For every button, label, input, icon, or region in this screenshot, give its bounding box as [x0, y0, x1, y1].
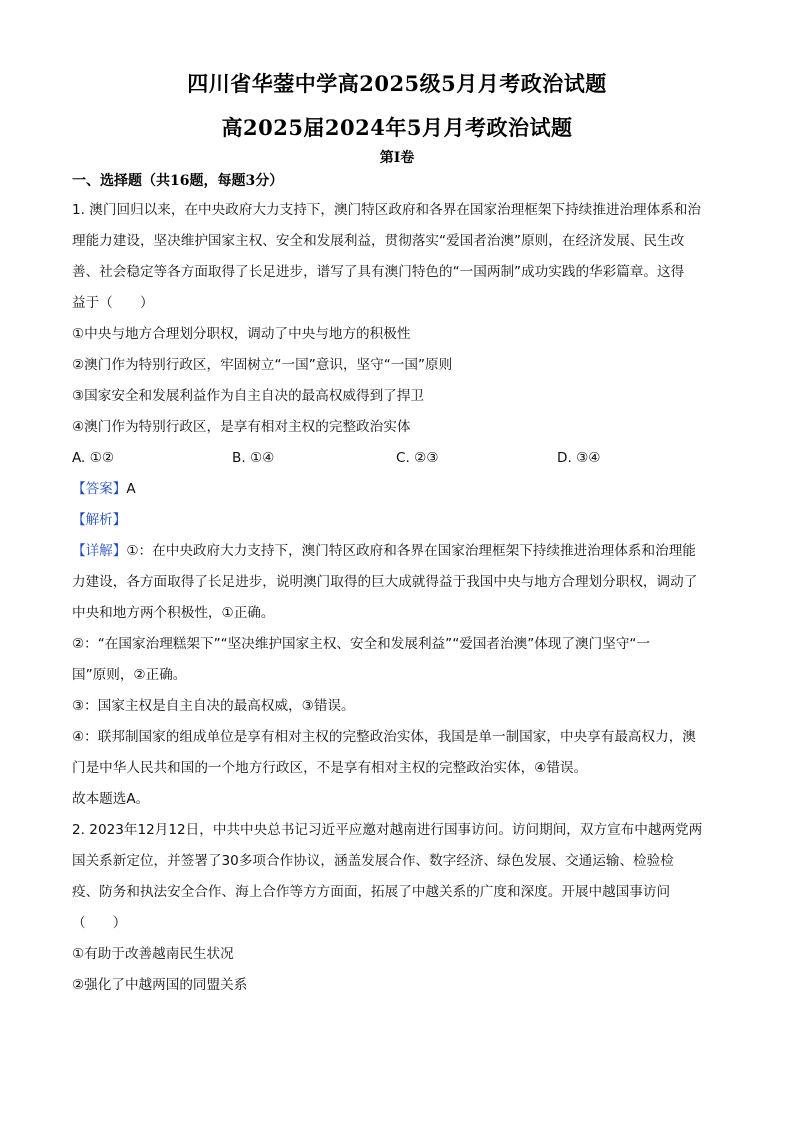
q1-statement: ②澳门作为特别行政区，牢固树立“一国”意识，坚守“一国”原则	[72, 357, 453, 373]
q1-statement: ③国家安全和发展利益作为自主自决的最高权威得到了捍卫	[72, 388, 425, 404]
q1-detail-line: ④：联邦制国家的组成单位是享有相对主权的完整政治实体，我国是单一制国家，中央享有最高权力，澳	[72, 729, 696, 745]
q1-option-d: D. ③④	[557, 450, 601, 466]
q1-detail-line: 门是中华人民共和国的一个地方行政区，不是享有相对主权的完整政治实体，④错误。	[72, 760, 588, 776]
q1-conclusion: 故本题选A。	[72, 791, 150, 807]
volume-label: 第I卷	[379, 150, 415, 166]
answer-tag: 【答案】	[72, 481, 127, 497]
q1-stem-line: 1. 澳门回归以来，在中央政府大力支持下，澳门特区政府和各界在国家治理框架下持续推进治理体系和治	[72, 202, 702, 218]
detail-text: ①：在中央政府大力支持下，澳门特区政府和各界在国家治理框架下持续推进治理体系和治理能	[126, 543, 696, 559]
q1-option-a: A. ①②	[72, 450, 115, 466]
q2-statement: ②强化了中越两国的同盟关系	[72, 977, 248, 993]
q1-stem-line: 善、社会稳定等各方面取得了长足进步，谱写了具有澳门特色的“一国两制”成功实践的华彩篇章。这得	[72, 264, 685, 280]
q2-stem-line: 2. 2023年12月12日，中共中央总书记习近平应邀对越南进行国事访问。访问期间，双方宣布中越两党两	[72, 822, 703, 838]
q1-stem-line: 益于（ ）	[72, 295, 154, 311]
q1-statement: ④澳门作为特别行政区，是享有相对主权的完整政治实体	[72, 419, 411, 435]
q1-stem-line: 理能力建设，坚决维护国家主权、安全和发展利益，贯彻落实“爱国者治澳”原则，在经济发展、民生改	[72, 233, 685, 249]
q1-detail-line: ②：“在国家治理糕架下”“坚决维护国家主权、安全和发展利益”“爱国者治澳”体现了澳门坚守“一	[72, 636, 651, 652]
q2-answer-bracket: （ ）	[72, 915, 127, 931]
q1-detail-line: 国”原则，②正确。	[72, 667, 187, 683]
q1-option-b: B. ①④	[232, 450, 275, 466]
exam-subtitle: 高2025届2024年5月月考政治试题	[221, 115, 573, 140]
q2-statement: ①有助于改善越南民生状况	[72, 946, 234, 962]
detail-tag: 【详解】	[72, 543, 127, 559]
analysis-tag: 【解析】	[72, 512, 127, 528]
q2-stem-line: 疫、防务和执法安全合作、海上合作等方方面面，拓展了中越关系的广度和深度。开展中越国事访问	[72, 884, 671, 900]
q1-detail-line: ③：国家主权是自主自决的最高权威，③错误。	[72, 698, 355, 714]
q1-detail-line: 中央和地方两个积极性，①正确。	[72, 605, 275, 621]
exam-title: 四川省华蓥中学高2025级5月月考政治试题	[187, 71, 607, 96]
q1-detail-line	[72, 542, 696, 560]
q2-stem-line: 国关系新定位，并签署了30多项合作协议，涵盖发展合作、数字经济、绿色发展、交通运输、检验检	[72, 853, 674, 869]
q1-answer	[72, 480, 136, 498]
answer-value: A	[126, 481, 136, 497]
section-heading: 一、选择题（共16题，每题3分）	[72, 173, 284, 189]
q1-statement: ①中央与地方合理划分职权，调动了中央与地方的积极性	[72, 326, 411, 342]
q1-detail-line: 力建设，各方面取得了长足进步，说明澳门取得的巨大成就得益于我国中央与地方合理划分职权，调动了	[72, 574, 698, 590]
q1-option-c: C. ②③	[396, 450, 439, 466]
